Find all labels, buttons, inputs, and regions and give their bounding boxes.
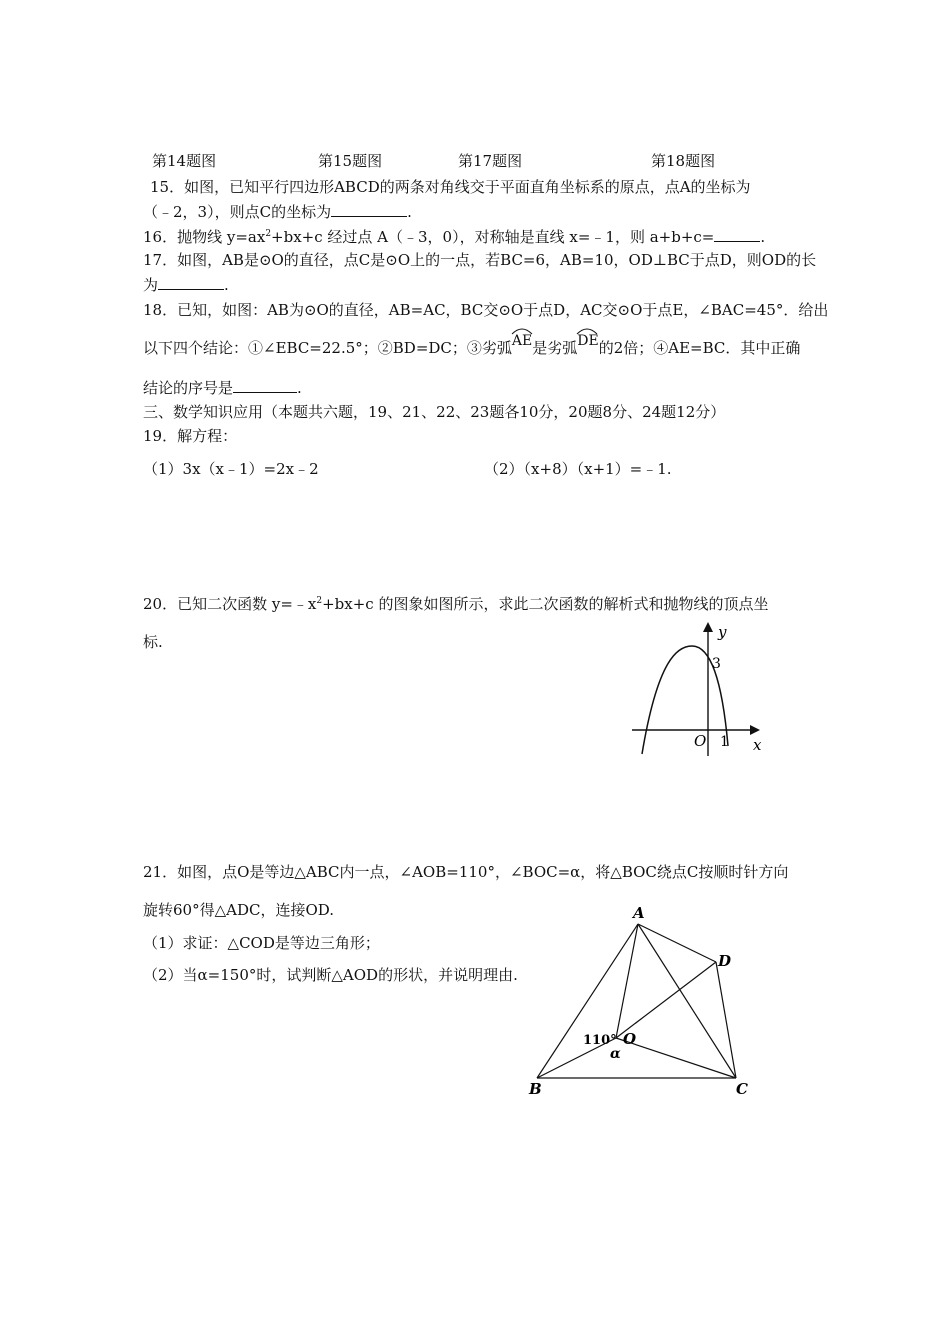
point-c-label: C: [736, 1080, 748, 1098]
q19-part2: （2）（x+8）（x+1）=﹣1.: [484, 460, 672, 478]
q19-part1: （1）3x（x﹣1）=2x﹣2: [143, 460, 319, 478]
point-b-label: B: [529, 1080, 542, 1098]
caption-fig15: 第15题图: [318, 152, 383, 170]
y-axis-arrow-icon: [703, 622, 713, 632]
section3-heading: 三、数学知识应用（本题共六题，19、21、22、23题各10分，20题8分、24题12分）: [143, 403, 726, 421]
q15-line1: 15．如图，已知平行四边形ABCD的两条对角线交于平面直角坐标系的原点，点A的坐标为: [150, 178, 751, 196]
q21-part1: （1）求证：△COD是等边三角形；: [143, 934, 380, 952]
q18-line1: 18．已知，如图：AB为⊙O的直径，AB=AC，BC交⊙O于点D，AC交⊙O于点E，∠BAC=45°．给出: [143, 301, 829, 319]
q20-line1: 20．已知二次函数 $y=﹣x^2+bx+c$ 的图象如图所示，求此二次函数的解析式和抛物线的顶点坐: [143, 595, 769, 613]
angle-110-label: 110°: [583, 1033, 617, 1048]
q15-answer-blank: [331, 201, 407, 217]
parabola-graph: [628, 618, 768, 760]
segment-dc: [716, 962, 736, 1078]
x-axis-label: x: [753, 736, 762, 754]
q18-answer-blank: [233, 377, 297, 393]
q16-line: 16．抛物线 $y=ax^2+bx+c$ 经过点 A（﹣3，0），对称轴是直线 x=﹣1，则 a+b+c= .: [143, 228, 766, 246]
point-a-label: A: [633, 904, 645, 922]
segment-od: [616, 962, 716, 1038]
q17-line2: 为 .: [143, 276, 229, 294]
q19-title: 19．解方程：: [143, 427, 238, 445]
x-tick-label: 1: [720, 734, 729, 750]
q21-line2: 旋转60°得△ADC，连接OD.: [143, 901, 335, 919]
arc-de: DE: [577, 339, 598, 359]
y-axis-label: y: [718, 623, 727, 641]
q20-line2: 标.: [143, 633, 163, 651]
q17-line1: 17．如图，AB是⊙O的直径，点C是⊙O上的一点，若BC=6，AB=10，OD⊥BC于点D，则OD的长: [143, 251, 817, 269]
origin-label: O: [694, 732, 707, 750]
caption-fig18: 第18题图: [651, 152, 716, 170]
arc-ae: AE: [512, 339, 532, 359]
caption-fig14: 第14题图: [152, 152, 217, 170]
q16-answer-blank: [714, 226, 760, 242]
alpha-label: α: [610, 1046, 621, 1062]
y-intercept-label: 3: [712, 656, 721, 672]
segment-ac: [638, 924, 736, 1078]
point-d-label: D: [718, 952, 732, 970]
x-axis-arrow-icon: [750, 725, 760, 735]
q18-line3: 结论的序号是 .: [143, 379, 302, 397]
q21-part2: （2）当α=150°时，试判断△AOD的形状，并说明理由.: [143, 966, 518, 984]
triangle-figure: [520, 898, 760, 1100]
q18-line2: 以下四个结论：①∠EBC=22.5°；②BD=DC；③劣弧 AE是劣弧 DE的2倍；④AE=BC．其中正确: [143, 338, 800, 359]
q21-line1: 21．如图，点O是等边△ABC内一点，∠AOB=110°，∠BOC=α，将△BOC绕点C按顺时针方向: [143, 863, 789, 881]
q17-answer-blank: [158, 274, 224, 290]
caption-fig17: 第17题图: [458, 152, 523, 170]
point-o-label: O: [623, 1030, 637, 1048]
q15-line2: （﹣2，3），则点C的坐标为 .: [143, 203, 412, 221]
